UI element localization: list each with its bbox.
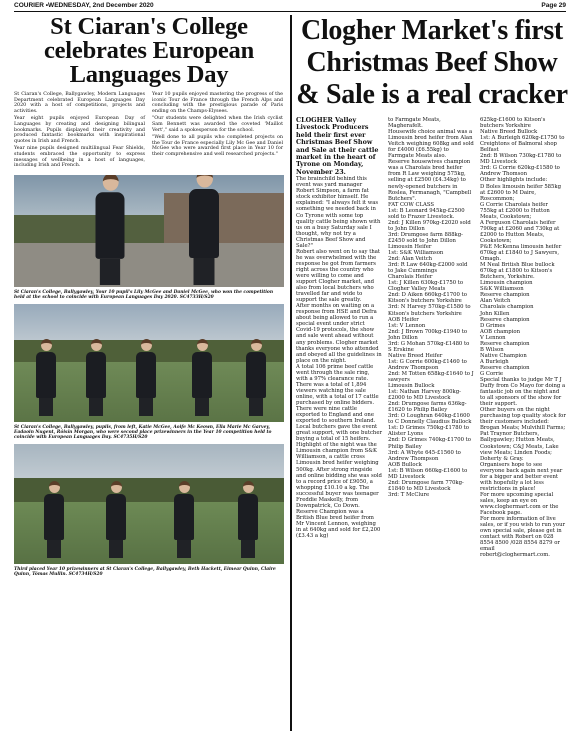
result-line: Native Breed Heifer [388,352,443,359]
left-article [14,15,284,581]
page-number: Page 29 [541,2,566,9]
result-line: Reserve champion [480,316,530,323]
result-line: 2nd: D Aiken 660kg-£1700 to Kitson's butchers Yorkshire [388,292,467,305]
result-line: Special thanks to judge Mr T J Duffy from Co Mayo for doing a fantastic job on the night and to all sponsors of the show for their support. [480,377,566,408]
result-line: For more upcoming special sales, keep an eye on www.cloghermart.com or the Facebook page. [480,491,559,517]
result-line: Alan Veitch [480,298,511,305]
result-line: Limousin champion [480,280,533,287]
lead-paragraph: CLOGHER Valley Livestock Producers held their first ever Christmas Beef Show and Sale at their cattle market in the heart of Tyrone on Monday, November 23. [296,116,379,176]
result-line: 1st: B Wilson 660kg-£1600 to MD Livestock [388,467,468,480]
result-line: 1st: Nathan Harvey 800kg-£2000 to MD Livestock [388,389,461,402]
result-line: Limousin Heifer [388,243,432,250]
header-date: COURIER •WEDNESDAY, 2nd December 2020 [14,2,154,9]
paragraph: Local butchers gave the event great support, with one butcher buying a total of 15 heifers. [296,424,383,443]
result-line: 2nd: D Grimes 740kg-£1700 to Philip Bailey [388,437,471,450]
right-body [296,117,568,558]
photo-four-pupils [14,444,284,564]
result-line: P&E McKenna limousin heifer 670kg at £1840 to J Sawyers, Omagh. [480,243,562,263]
result-line: 1st: B Leonard 945kg-£2500 sold to Frazer Livestock. [388,207,465,220]
result-line: Reserve champion [480,364,530,371]
left-headline: St Ciaran's College celebrates European Languages Day [43,13,255,88]
result-line: D Boles limousin heifer 585kg at £2600 to M Daire, Roscommon; [480,183,562,202]
result-line: Other buyers on the night purchasing top quality stock for their customers included: Brogan Meats; Mulvihill Farms; Pat Traynor Butchers, Ballygawley; Hutton Meats, Cookstown; C&J Meats, Lake view Meats; Linden Foods; Doherty & Gray. [480,407,566,462]
result-line: Reserve champion [480,292,530,299]
paragraph: "Our students were delighted when the Irish cyclist Sam Bennett was awarded the coveted 'Maillot Vert'," said a spokesperson for the school. [152,116,283,133]
result-line: 3rd: N Harvey 570kg-£1580 to Kitson's butchers Yorkshire [388,304,471,317]
result-line: 1st: S&K Williamson [388,250,444,257]
result-line: 3rd: G Corrie 620kg-£1580 to Andrew Thomson [480,165,560,178]
result-line: 3rd: Drumgose farm 888kg-£2450 sold to John Dillon [388,231,463,244]
paragraph: The brainchild behind this event was yard manager Robert Simpson, a farm fat stock exhibitor himself. He explained: "I always felt it was something we needed back in Co Tyrone with some top quality cattle being shown with us on a busy Saturday sale I thought, why not try a Christmas Beef Show and Sale?" [296,176,381,249]
result-line: V Lennon [480,334,506,341]
result-line: AOB Bullock [388,461,422,468]
left-col-2 [152,92,283,171]
paragraph: After months on waiting on a response from HSE and Defra about being allowed to run a special event under strict Covid-19 protocols, the show and sale went ahead without any problems. Clogher market thanks everyone who attended and obeyed all the guidelines in place on the night. [296,303,382,364]
result-line: AOB champion [480,328,520,335]
result-line: 3rd: T McClure [388,491,430,498]
result-line: Reserve champion [480,340,530,347]
result-line: Limousin Bullock [388,383,435,390]
photo-five-pupils [14,304,284,422]
left-col-1 [14,92,145,171]
right-article [296,15,568,558]
result-line: D Grimes [480,322,506,329]
result-line: M Neal British Blue bullock 670kg at £1800 to Kitson's Butchers, Yorkshire. [480,262,555,281]
result-line: 2nd: M Totten 658kg-£1640 to J sawyers [388,370,474,384]
result-line: Organisers hope to see everyone back again next year for a bigger and better event with hopefully a lot less restrictions in place! [480,461,563,492]
photo-caption: Third placed Year 10 prizewinners at St Ciaran's College, Ballygawley, Beth Hackett, Eimear Quinn, Claire Quinn, Tómas Mullin. SC4734H/S20 [14,566,276,577]
result-line: 2nd: J Killen 970kg-£2020 sold to John Dillon [388,219,471,232]
header-rule [14,11,566,12]
result-line: AOB Heifer [388,316,419,323]
result-line: G Corrie Charolais heifer 755kg at £2000 to Hutton Meats, Cookstown; [480,201,550,220]
result-line: 2nd: Drumgose farm 770kg-£1840 to MD Livestock [388,479,464,492]
result-line: 3rd: R Law 640kg-£2000 sold to Jake Cummings [388,262,468,275]
paragraph: Highlight of the night was the Limousin champion from S&K Williamson, a cattle cross Limousin bred heifer weighing 500kg. After strong ringside and online bidding she was sold to a record price of £9050, a whopping £10.10 a kg. The successful buyer was teenager Freddie Maskelly, from Downpatrick, Co Down. [296,442,382,509]
paragraph: Robert also went on to say that he was overwhelmed with the response he got from farmers right across the country who were willing to come and support Clogher market, and also from local butchers who travelled far and wide to support the sale greatly. [296,248,381,304]
result-line: 625kg-£1600 to Kitson's butchers Yorkshire [480,117,546,130]
result-line: Reserve housewives champion was a Charolais bred heifer from R Law weighing 575kg, selling at £2500 (£4.34kg) to newly-opened butchers in Roslea, Fermanagh, "Campbell Butchers". [388,159,472,202]
right-headline: Clogher Market's first Christmas Beef Show & Sale is a real cracker [296,15,568,110]
paragraph: Year eight pupils enjoyed European Day of Languages by creating and designing bilingual bookmarks. Pupils displayed their creativity and produced fantastic bookmarks with inspirational quotes in Irish and French. [14,116,145,144]
paragraph: Year nine pupils designed multilingual Fear Shields, students embraced the opportunity to express messages of wellbeing in a host of languages, including Irish and French. [14,146,145,169]
result-line: 2nd: Alan Veitch [388,256,433,263]
result-line: 2nd: Drumgose farms 636kg-£1620 to Philip Bailey [388,401,467,414]
result-line: Charolais Heifer [388,274,433,281]
column-divider [290,15,292,731]
photo-caption: St Ciaran's College, Ballygawley, pupils, from left, Katie McGee, Aoife Mc Keown, Ella Marie Mc Garvey, Eadaoin Nugent, Róisín Morgan, who were second place prizewinners in the Year 10 competition held to coincide with European Languages Day. SC4735H/S20 [14,424,272,440]
result-line: 3rd: A Whyte 645-£1560 to Andrew Thompson [388,449,461,462]
result-line: 1st: G Corrie 600kg-£1460 to Andrew Thompson [388,358,467,371]
result-line: 2nd: J Brown 700kg-£1940 to John Dillon [388,328,468,341]
result-line: Charolais champion [480,304,534,311]
result-line: 1st: D Grimes 750kg-£1780 to Alister Lyons [388,425,469,438]
result-line: 1st: V Lennon [388,322,426,329]
paragraph: A total 106 prime beef cattle went through the sale ring, with a 97% clearance rate. There was a total of 1,894 viewers watching the sale online, with a total of 17 cattle purchased by online bidders. There were nine cattle exported to England and one exported to southern Ireland. [296,363,379,425]
result-line: B Wilson [480,346,504,353]
paragraph: Reserve Champion was a British Blue bred heifer from Mr Vincent Lennon, weighing in at 640kg and sold for £2,200 (£3.43 a kg) [296,508,381,540]
right-col-3 [480,117,566,558]
paragraph: "Well done to all pupils who completed projects on the Tour de France especially Lily Mc Gee and Daniel McGee who were awarded first place in Year 10 for their comprehensive and well researched projects." [152,135,283,157]
result-line: to Farmgate Meats, Magherafelt. [388,117,441,130]
result-line: 1st: A Burleigh 620kg-£1750 to Creightons of Balmoral shop Belfast [480,135,565,154]
right-col-2 [388,117,474,558]
result-line: 3rd: O Loughran 640kg-£1600 to C Donnelly Claudius Bullock [388,413,472,426]
result-line: For more information of live sales, or if you wish to run your own special sale, please get in contact with Robert on 028 8554 8500 /028 8554 8279 or email robert@cloghermart.com. [480,516,566,559]
result-line: Other highlights include: [480,177,548,184]
photo-two-pupils [14,175,284,287]
result-line: FAT COW CLASS [388,201,435,208]
paragraph: Year 10 pupils enjoyed mastering the progress of the iconic Tour de France through the French Alps and concluding with the prestigious parade of Paris ending on the Champs-Elysees. [152,92,283,114]
result-line: G Corrie [480,370,504,377]
result-line: Native Champion [480,352,527,359]
paragraph: St Ciaran's College, Ballygawley, Modern Languages Department celebrated European Languages Day 2020 with a host of competitions, projects and activities. [14,92,145,114]
right-col-1 [296,117,382,558]
left-body [14,92,284,171]
result-line: Native Breed Bullock [480,129,538,136]
result-line: A Ferguson Charolais heifer 790kg at £2060 and 730kg at £2000 to Hutton Meats, Cookstown; [480,219,560,244]
result-line: 1st: J Killen 630kg-£1750 to Clogher Valley Meats [388,280,464,293]
result-line: John Killen [480,310,510,317]
result-line: 2nd: B Wilson 730kg-£1780 to MD Livestock [480,153,562,166]
photo-caption: St Ciaran's College, Ballygawley, Your 10 pupil's Lily McGee and Daniel McGee, who won the competition held at the school to coincide with European Languages Day 2020. SC4733H/S20 [14,289,274,300]
result-line: S&K Williamson [480,286,524,293]
result-line: 3rd: G Mohan 570kg-£1480 to S Erskine [388,340,470,353]
result-line: Housewife choice animal was a Limousin bred heifer from Alan Veitch weighing 608kg and sold for £4000 (£6.55kg) to Farmgate Meats also. [388,129,474,160]
result-line: A Burleigh [480,358,509,365]
